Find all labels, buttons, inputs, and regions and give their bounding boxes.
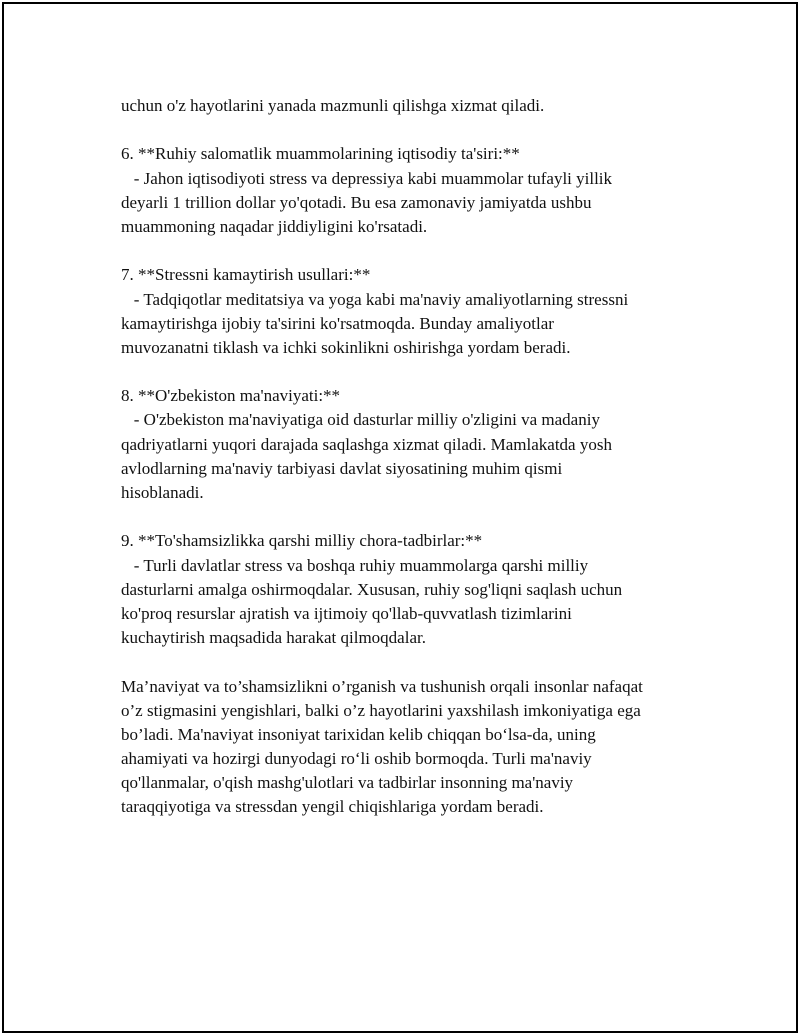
section-body-line: muvozanatni tiklash va ichki sokinlikni oshirishga yordam beradi. <box>121 337 571 357</box>
paragraph-gap <box>121 360 711 384</box>
section-body-line: kamaytirishga ijobiy ta'sirini ko'rsatmoqda. Bunday amaliyotlar <box>121 313 554 333</box>
section-heading: 8. **O'zbekiston ma'naviyati:** <box>121 386 341 406</box>
section-body-line: - Jahon iqtisodiyoti stress va depressiya kabi muammolar tufayli yillik <box>121 168 613 188</box>
page-frame <box>2 2 798 1033</box>
conclusion-line: taraqqiyotiga va stressdan yengil chiqishlariga yordam beradi. <box>121 797 544 817</box>
conclusion-line: o’z stigmasini yengishlari, balki o’z hayotlarini yaxshilash imkoniyatiga ega <box>121 700 641 720</box>
section-body-line: - Tadqiqotlar meditatsiya va yoga kabi ma'naviy amaliyotlarning stressni <box>121 289 629 309</box>
section-body-line: kuchaytirish maqsadida harakat qilmoqdalar. <box>121 628 426 648</box>
paragraph-gap <box>121 118 711 142</box>
section-body-line: deyarli 1 trillion dollar yo'qotadi. Bu esa zamonaviy jamiyatda ushbu <box>121 192 592 212</box>
section-heading: 7. **Stressni kamaytirish usullari:** <box>121 265 371 285</box>
conclusion-line: qo'llanmalar, o'qish mashg'ulotlari va tadbirlar insonning ma'naviy <box>121 773 574 793</box>
paragraph-gap <box>121 650 711 674</box>
section-heading: 6. **Ruhiy salomatlik muammolarining iqtisodiy ta'siri:** <box>121 144 520 164</box>
section-heading: 9. **To'shamsizlikka qarshi milliy chora-tadbirlar:** <box>121 531 483 551</box>
section-body-line: hisoblanadi. <box>121 483 204 502</box>
conclusion-line: ahamiyati va hozirgi dunyodagi ro‘li oshib bormoqda. Turli ma'naviy <box>121 749 592 769</box>
conclusion-line: bo’ladi. Ma'naviyat insoniyat tarixidan kelib chiqqan bo‘lsa-da, uning <box>121 724 596 744</box>
conclusion-line: Ma’naviyat va to’shamsizlikni o’rganish va tushunish orqali insonlar nafaqat <box>121 676 643 696</box>
paragraph-gap <box>121 505 711 529</box>
section-body-line: dasturlarni amalga oshirmoqdalar. Xususan, ruhiy sog'liqni saqlash uchun <box>121 579 623 599</box>
section-body-line: - O'zbekiston ma'naviyatiga oid dasturlar milliy o'zligini va madaniy <box>121 410 600 430</box>
section-body-line: avlodlarning ma'naviy tarbiyasi davlat siyosatining muhim qismi <box>121 458 563 478</box>
section-body-line: muammoning naqadar jiddiyligini ko'rsatadi. <box>121 216 428 236</box>
document-body <box>121 94 711 820</box>
section-body-line: - Turli davlatlar stress va boshqa ruhiy muammolarga qarshi milliy <box>121 555 589 575</box>
section-body-line: ko'proq resurslar ajratish va ijtimoiy qo'llab-quvvatlash tizimlarini <box>121 603 572 623</box>
paragraph-gap <box>121 239 711 263</box>
intro-line: uchun o'z hayotlarini yanada mazmunli qilishga xizmat qiladi. <box>121 96 545 115</box>
section-body-line: qadriyatlarni yuqori darajada saqlashga xizmat qiladi. Mamlakatda yosh <box>121 434 612 454</box>
